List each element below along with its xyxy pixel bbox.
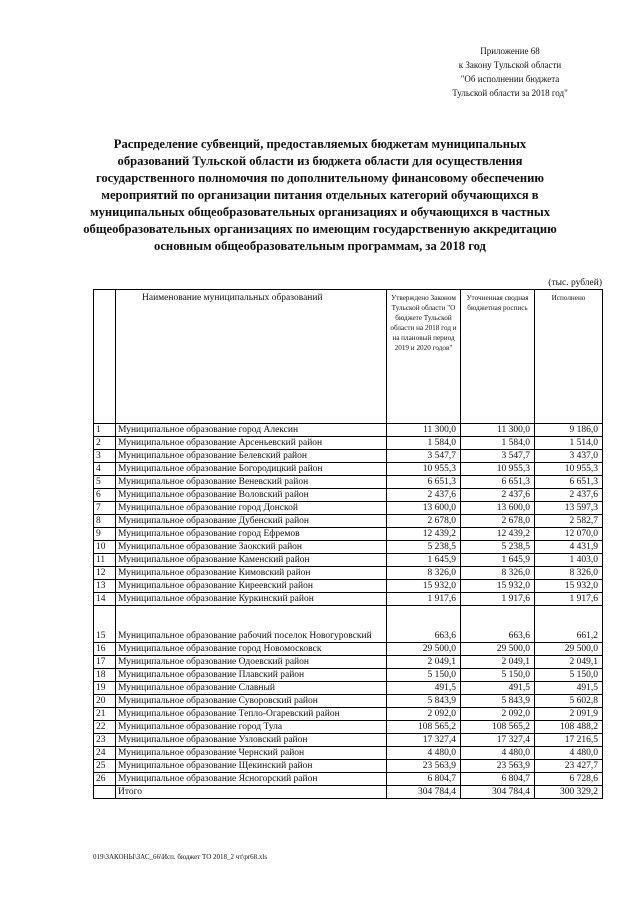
- table-row: [94, 708, 603, 721]
- total-executed: 300 329,2: [535, 786, 603, 799]
- specified-amount: 10 955,3: [461, 463, 535, 476]
- approved-amount: 2 092,0: [387, 708, 461, 721]
- specified-amount: 5 150,0: [461, 669, 535, 682]
- specified-amount: 29 500,0: [461, 643, 535, 656]
- executed-amount: 12 070,0: [535, 528, 603, 541]
- executed-amount: 8 326,0: [535, 567, 603, 580]
- row-number: 19: [94, 682, 116, 695]
- header-number-cell: [94, 290, 116, 424]
- appendix-line-3: "Об исполнении бюджета: [460, 74, 560, 84]
- row-number: 16: [94, 643, 116, 656]
- appendix-note: [420, 44, 600, 100]
- row-number: 20: [94, 695, 116, 708]
- specified-amount: 491,5: [461, 682, 535, 695]
- municipality-name: Муниципальное образование Чернский район: [116, 747, 387, 760]
- approved-amount: 2 437,6: [387, 489, 461, 502]
- specified-amount: 108 565,2: [461, 721, 535, 734]
- specified-amount: 13 600,0: [461, 502, 535, 515]
- approved-amount: 3 547,7: [387, 450, 461, 463]
- executed-amount: 1 917,6: [535, 593, 603, 606]
- executed-amount: 17 216,5: [535, 734, 603, 747]
- municipality-name: Муниципальное образование Каменский район: [116, 554, 387, 567]
- row-number: 7: [94, 502, 116, 515]
- row-number: 8: [94, 515, 116, 528]
- approved-amount: 2 678,0: [387, 515, 461, 528]
- specified-amount: 5 238,5: [461, 541, 535, 554]
- header-name: Наименование муниципальных образований: [116, 290, 387, 424]
- approved-amount: 13 600,0: [387, 502, 461, 515]
- approved-amount: 491,5: [387, 682, 461, 695]
- table-row: [94, 541, 603, 554]
- municipality-name: Муниципальное образование Киреевский район: [116, 580, 387, 593]
- municipality-name: Муниципальное образование Куркинский район: [116, 593, 387, 606]
- municipality-name: Муниципальное образование Воловский район: [116, 489, 387, 502]
- executed-amount: 10 955,3: [535, 463, 603, 476]
- table-row: [94, 463, 603, 476]
- executed-amount: 3 437,0: [535, 450, 603, 463]
- total-row: [94, 786, 603, 799]
- approved-amount: 29 500,0: [387, 643, 461, 656]
- executed-amount: 15 932,0: [535, 580, 603, 593]
- table-row: [94, 476, 603, 489]
- subvention-table: [93, 289, 603, 799]
- approved-amount: 2 049,1: [387, 656, 461, 669]
- row-number: 12: [94, 567, 116, 580]
- row-number: 9: [94, 528, 116, 541]
- specified-amount: 4 480,0: [461, 747, 535, 760]
- municipality-name: Муниципальное образование Славный: [116, 682, 387, 695]
- document-title: [40, 136, 600, 255]
- approved-amount: 5 843,9: [387, 695, 461, 708]
- row-number: 15: [94, 606, 116, 643]
- table-row: [94, 606, 603, 643]
- row-number: 25: [94, 760, 116, 773]
- approved-amount: 15 932,0: [387, 580, 461, 593]
- table-row: [94, 450, 603, 463]
- table-row: [94, 528, 603, 541]
- title-line-3: государственного полномочия по дополнительному финансовому обеспечению: [95, 171, 545, 185]
- table-row: [94, 515, 603, 528]
- municipality-name: Муниципальное образование Богородицкий район: [116, 463, 387, 476]
- row-number: 24: [94, 747, 116, 760]
- municipality-name: Муниципальное образование Заокский район: [116, 541, 387, 554]
- executed-amount: 23 427,7: [535, 760, 603, 773]
- specified-amount: 8 326,0: [461, 567, 535, 580]
- specified-amount: 6 804,7: [461, 773, 535, 786]
- approved-amount: 10 955,3: [387, 463, 461, 476]
- executed-amount: 9 186,0: [535, 424, 603, 437]
- table-row: [94, 721, 603, 734]
- table-row: [94, 760, 603, 773]
- municipality-name: Муниципальное образование Суворовский район: [116, 695, 387, 708]
- approved-amount: 5 238,5: [387, 541, 461, 554]
- total-label: Итого: [116, 786, 387, 799]
- row-number: 26: [94, 773, 116, 786]
- specified-amount: 3 547,7: [461, 450, 535, 463]
- executed-amount: 2 091,9: [535, 708, 603, 721]
- specified-amount: 1 584,0: [461, 437, 535, 450]
- row-number: 13: [94, 580, 116, 593]
- municipality-name: Муниципальное образование город Новомосковск: [116, 643, 387, 656]
- row-number: 22: [94, 721, 116, 734]
- approved-amount: 11 300,0: [387, 424, 461, 437]
- municipality-name: Муниципальное образование Плавский район: [116, 669, 387, 682]
- appendix-line-1: Приложение 68: [480, 46, 540, 56]
- approved-amount: 1 645,9: [387, 554, 461, 567]
- table-row: [94, 593, 603, 606]
- executed-amount: 491,5: [535, 682, 603, 695]
- specified-amount: 6 651,3: [461, 476, 535, 489]
- executed-amount: 2 582,7: [535, 515, 603, 528]
- municipality-name: Муниципальное образование Дубенский район: [116, 515, 387, 528]
- executed-amount: 6 728,6: [535, 773, 603, 786]
- specified-amount: 23 563,9: [461, 760, 535, 773]
- row-number: 1: [94, 424, 116, 437]
- municipality-name: Муниципальное образование Щекинский район: [116, 760, 387, 773]
- table-row: [94, 489, 603, 502]
- municipality-name: Муниципальное образование Белевский район: [116, 450, 387, 463]
- table-row: [94, 734, 603, 747]
- executed-amount: 2 049,1: [535, 656, 603, 669]
- executed-amount: 4 431,9: [535, 541, 603, 554]
- approved-amount: 1 917,6: [387, 593, 461, 606]
- municipality-name: Муниципальное образование Узловский район: [116, 734, 387, 747]
- executed-amount: 4 480,0: [535, 747, 603, 760]
- executed-amount: 2 437,6: [535, 489, 603, 502]
- row-number: 6: [94, 489, 116, 502]
- row-number: 3: [94, 450, 116, 463]
- table-header-row: [94, 290, 603, 424]
- approved-amount: 108 565,2: [387, 721, 461, 734]
- municipality-name: Муниципальное образование город Донской: [116, 502, 387, 515]
- row-number: 14: [94, 593, 116, 606]
- row-number: 5: [94, 476, 116, 489]
- table-row: [94, 580, 603, 593]
- specified-amount: 17 327,4: [461, 734, 535, 747]
- table-row: [94, 567, 603, 580]
- table-row: [94, 695, 603, 708]
- row-number: 18: [94, 669, 116, 682]
- appendix-line-4: Тульской области за 2018 год": [452, 88, 568, 98]
- table-row: [94, 424, 603, 437]
- total-approved: 304 784,4: [387, 786, 461, 799]
- title-line-7: основным общеобразовательным программам, за 2018 год: [154, 239, 486, 253]
- municipality-name: Муниципальное образование Одоевский район: [116, 656, 387, 669]
- units-label: (тыс. рублей): [548, 278, 602, 288]
- approved-amount: 1 584,0: [387, 437, 461, 450]
- specified-amount: 12 439,2: [461, 528, 535, 541]
- executed-amount: 108 488,2: [535, 721, 603, 734]
- total-specified: 304 784,4: [461, 786, 535, 799]
- municipality-name: Муниципальное образование Веневский район: [116, 476, 387, 489]
- file-path-footer: 019\ЗАКОНЫ\ЗАС_66\Исп. бюджет ТО 2018_2 чт\pr68.xls: [93, 853, 268, 861]
- municipality-name: Муниципальное образование город Ефремов: [116, 528, 387, 541]
- specified-amount: 1 645,9: [461, 554, 535, 567]
- specified-amount: 5 843,9: [461, 695, 535, 708]
- municipality-name: Муниципальное образование Ясногорский район: [116, 773, 387, 786]
- executed-amount: 13 597,3: [535, 502, 603, 515]
- row-number: 10: [94, 541, 116, 554]
- approved-amount: 6 651,3: [387, 476, 461, 489]
- approved-amount: 17 327,4: [387, 734, 461, 747]
- specified-amount: 15 932,0: [461, 580, 535, 593]
- municipality-name: Муниципальное образование Кимовский район: [116, 567, 387, 580]
- total-number-cell: [94, 786, 116, 799]
- table-row: [94, 656, 603, 669]
- header-approved: Утверждено Законом Тульской области "О бюджете Тульской области на 2018 год и на плановый период 2019 и 2020 годов": [387, 290, 461, 424]
- specified-amount: 2 437,6: [461, 489, 535, 502]
- municipality-name: Муниципальное образование город Тула: [116, 721, 387, 734]
- executed-amount: 29 500,0: [535, 643, 603, 656]
- approved-amount: 4 480,0: [387, 747, 461, 760]
- specified-amount: 1 917,6: [461, 593, 535, 606]
- specified-amount: 663,6: [461, 606, 535, 643]
- table-row: [94, 437, 603, 450]
- executed-amount: 5 602,8: [535, 695, 603, 708]
- approved-amount: 5 150,0: [387, 669, 461, 682]
- approved-amount: 663,6: [387, 606, 461, 643]
- executed-amount: 6 651,3: [535, 476, 603, 489]
- title-line-6: общеобразовательных организациях по имеющим государственную аккредитацию: [83, 222, 557, 236]
- title-line-5: муниципальных общеобразовательных организациях и обучающихся в частных: [90, 205, 550, 219]
- title-line-2: образований Тульской области из бюджета области для осуществления: [117, 154, 523, 168]
- row-number: 23: [94, 734, 116, 747]
- municipality-name: Муниципальное образование рабочий поселок Новогуровский: [116, 606, 387, 643]
- municipality-name: Муниципальное образование Арсеньевский район: [116, 437, 387, 450]
- title-line-1: Распределение субвенций, предоставляемых бюджетам муниципальных: [113, 137, 527, 151]
- row-number: 11: [94, 554, 116, 567]
- table-row: [94, 773, 603, 786]
- specified-amount: 2 092,0: [461, 708, 535, 721]
- table-row: [94, 643, 603, 656]
- approved-amount: 12 439,2: [387, 528, 461, 541]
- header-specified: Уточненная сводная бюджетная роспись: [461, 290, 535, 424]
- header-executed: Исполнено: [535, 290, 603, 424]
- table-row: [94, 502, 603, 515]
- specified-amount: 2 678,0: [461, 515, 535, 528]
- executed-amount: 661,2: [535, 606, 603, 643]
- approved-amount: 6 804,7: [387, 773, 461, 786]
- table-row: [94, 554, 603, 567]
- executed-amount: 1 514,0: [535, 437, 603, 450]
- municipality-name: Муниципальное образование Тепло-Огаревский район: [116, 708, 387, 721]
- row-number: 2: [94, 437, 116, 450]
- table-row: [94, 747, 603, 760]
- row-number: 17: [94, 656, 116, 669]
- executed-amount: 1 403,0: [535, 554, 603, 567]
- executed-amount: 5 150,0: [535, 669, 603, 682]
- approved-amount: 8 326,0: [387, 567, 461, 580]
- specified-amount: 11 300,0: [461, 424, 535, 437]
- title-line-4: мероприятий по организации питания отдельных категорий обучающихся в: [101, 188, 539, 202]
- specified-amount: 2 049,1: [461, 656, 535, 669]
- approved-amount: 23 563,9: [387, 760, 461, 773]
- municipality-name: Муниципальное образование город Алексин: [116, 424, 387, 437]
- row-number: 21: [94, 708, 116, 721]
- table-row: [94, 669, 603, 682]
- appendix-line-2: к Закону Тульской области: [458, 60, 562, 70]
- table-row: [94, 682, 603, 695]
- row-number: 4: [94, 463, 116, 476]
